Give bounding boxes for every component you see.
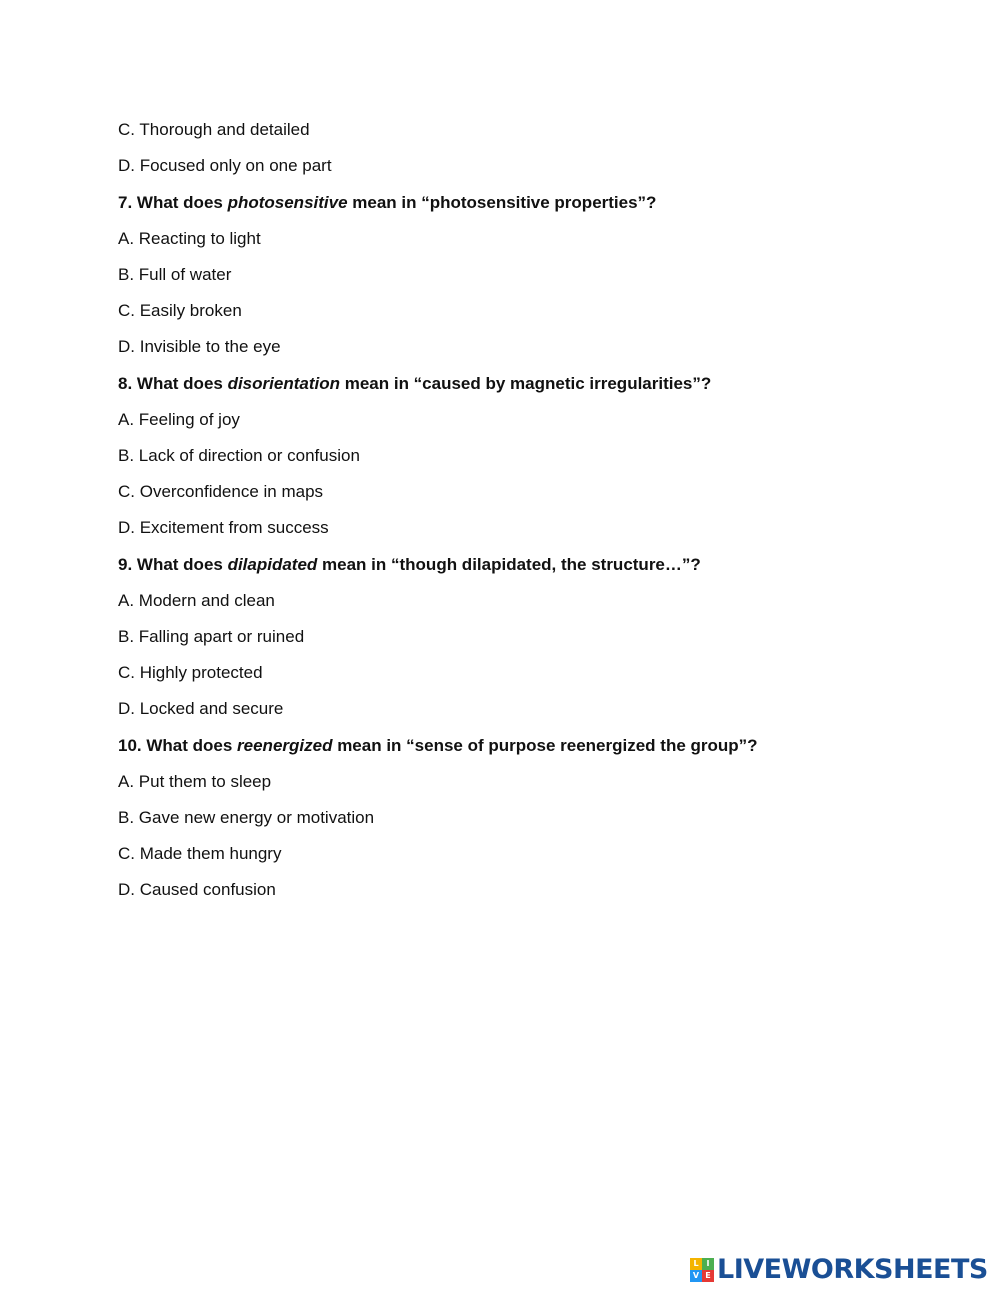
question-10-term: reenergized bbox=[237, 736, 333, 755]
option-10d: D. Caused confusion bbox=[118, 880, 276, 899]
option-9a: A. Modern and clean bbox=[118, 591, 275, 610]
question-10-prefix: 10. What does bbox=[118, 736, 238, 755]
question-9-term: dilapidated bbox=[227, 555, 318, 574]
option-7d: D. Invisible to the eye bbox=[118, 337, 281, 356]
question-10-suffix: mean in “sense of purpose reenergized the group”? bbox=[332, 736, 758, 755]
option-6c: C. Thorough and detailed bbox=[118, 120, 310, 139]
option-10c: C. Made them hungry bbox=[118, 844, 282, 863]
question-7-term: photosensitive bbox=[227, 193, 348, 212]
option-7c: C. Easily broken bbox=[118, 301, 242, 320]
option-10b: B. Gave new energy or motivation bbox=[118, 808, 375, 827]
logo-mark-letter-i: I bbox=[702, 1258, 714, 1270]
option-9b: B. Falling apart or ruined bbox=[118, 627, 305, 646]
question-8-prefix: 8. What does bbox=[118, 374, 228, 393]
question-8-suffix: mean in “caused by magnetic irregularities”? bbox=[339, 374, 712, 393]
option-8d: D. Excitement from success bbox=[118, 518, 329, 537]
option-8a: A. Feeling of joy bbox=[118, 410, 240, 429]
question-8 bbox=[118, 372, 938, 396]
question-9-suffix: mean in “though dilapidated, the structure…”? bbox=[317, 555, 701, 574]
option-6d: D. Focused only on one part bbox=[118, 156, 332, 175]
liveworksheets-logo bbox=[690, 1253, 988, 1287]
option-8b: B. Lack of direction or confusion bbox=[118, 446, 360, 465]
question-8-term: disorientation bbox=[227, 374, 340, 393]
logo-wordmark: LIVEWORKSHEETS bbox=[717, 1254, 988, 1285]
option-9c: C. Highly protected bbox=[118, 663, 263, 682]
question-7-prefix: 7. What does bbox=[118, 193, 228, 212]
worksheet-content bbox=[118, 118, 938, 914]
logo-mark-icon bbox=[690, 1258, 714, 1282]
question-7-suffix: mean in “photosensitive properties”? bbox=[347, 193, 657, 212]
question-9-prefix: 9. What does bbox=[118, 555, 228, 574]
option-7b: B. Full of water bbox=[118, 265, 232, 284]
question-10 bbox=[118, 734, 938, 758]
option-9d: D. Locked and secure bbox=[118, 699, 284, 718]
question-7 bbox=[118, 191, 938, 215]
logo-mark-letter-v: V bbox=[690, 1270, 702, 1282]
option-7a: A. Reacting to light bbox=[118, 229, 261, 248]
logo-mark-letter-e: E bbox=[702, 1270, 714, 1282]
logo-mark-letter-l: L bbox=[690, 1258, 702, 1270]
option-10a: A. Put them to sleep bbox=[118, 772, 272, 791]
option-8c: C. Overconfidence in maps bbox=[118, 482, 324, 501]
question-9 bbox=[118, 553, 938, 577]
